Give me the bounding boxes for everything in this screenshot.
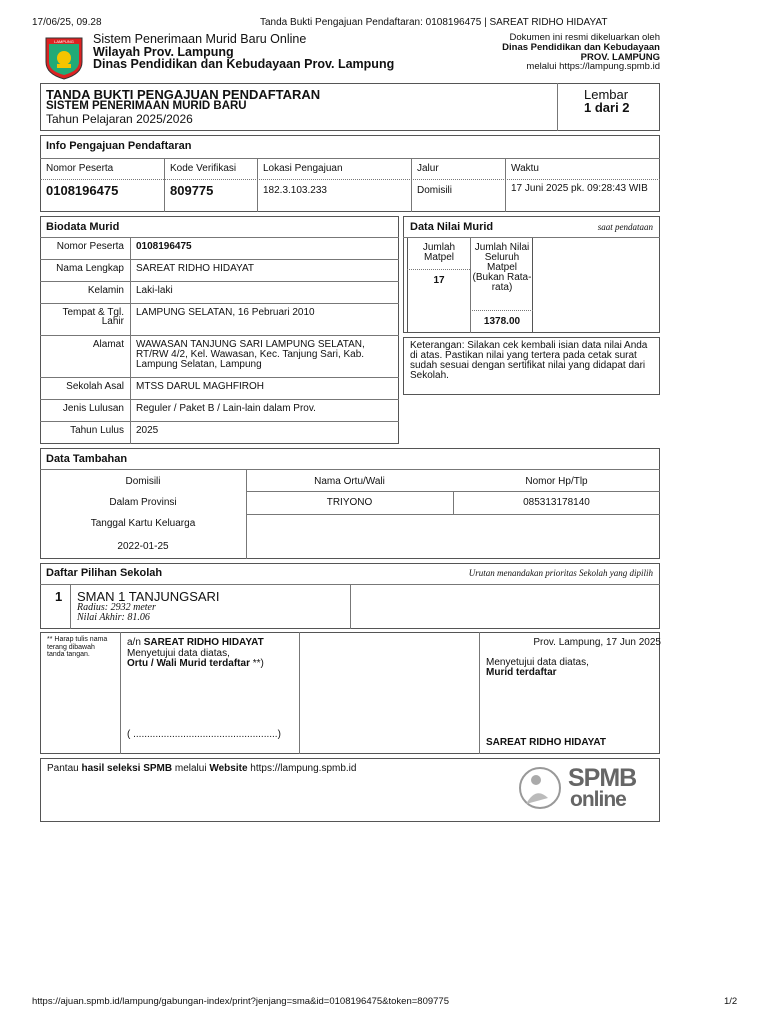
spmb-online-logo	[518, 764, 648, 814]
ortu-value: TRIYONO	[326, 497, 373, 508]
biodata-label: Nama Lengkap	[56, 263, 124, 274]
biodata-row-divider	[40, 335, 399, 336]
print-url: https://ajuan.spmb.id/lampung/gabungan-index/print?jenjang=sma&id=0108196475&token=809775	[32, 996, 449, 1007]
keterangan-text: Keterangan: Silakan cek kembali isian data nilai Anda di atas. Pastikan nilai yang tertera pada cetak surat sudah sesuai dengan sertifikat nilai yang didapat dari Sekolah.	[410, 340, 648, 381]
issuer-line3: PROV. LAMPUNG	[580, 52, 660, 63]
online-logo-text: online	[570, 788, 626, 811]
nilai-note: saat pendataan	[597, 222, 653, 232]
footer-url: https://lampung.spmb.id	[250, 763, 357, 774]
biodata-row-divider	[40, 421, 399, 422]
logo-text: LAMPUNG	[54, 39, 74, 44]
biodata-label: Tahun Lulus	[70, 425, 124, 436]
biodata-value: Reguler / Paket B / Lain-lain dalam Prov.	[136, 403, 316, 414]
pilihan-number: 1	[55, 589, 63, 604]
issuer-line4: melalui https://lampung.spmb.id	[526, 61, 660, 72]
ttd-an-block	[127, 637, 264, 648]
biodata-value: 2025	[136, 425, 159, 436]
pilihan-school: SMAN 1 TANJUNGSARI	[77, 589, 220, 604]
issuer-line2: Dinas Pendidikan dan Kebudayaan	[502, 42, 660, 53]
footer-melalui: melalui	[174, 763, 207, 774]
biodata-value: 0108196475	[136, 241, 192, 252]
nilai-col1-label: Jumlah Matpel	[422, 242, 456, 263]
ttd-an-name: SAREAT RIDHO HIDAYAT	[143, 637, 264, 648]
info-col-nomor: Nomor Peserta	[46, 163, 114, 174]
print-page-number: 1/2	[724, 996, 738, 1007]
domisili-label: Domisili	[125, 476, 161, 487]
biodata-label: Nomor Peserta	[56, 241, 124, 252]
ttd-ortu: Ortu / Wali Murid terdaftar	[127, 658, 250, 669]
info-col-kode: Kode Verifikasi	[170, 163, 237, 174]
hp-label: Nomor Hp/Tlp	[525, 476, 588, 487]
biodata-label: Sekolah Asal	[66, 381, 124, 392]
biodata-row-divider	[40, 259, 399, 260]
info-heading: Info Pengajuan Pendaftaran	[46, 140, 192, 152]
pilihan-note: Urutan menandakan prioritas Sekolah yang dipilih	[468, 568, 653, 578]
ttd-an: a/n	[127, 637, 141, 648]
ttd-setuju2: Menyetujui data diatas,	[486, 657, 589, 668]
nilai-col2-value: 1378.00	[483, 316, 521, 327]
nilai-heading: Data Nilai Murid	[410, 221, 494, 233]
footer-pantau: Pantau	[47, 763, 79, 774]
header-system-name: Sistem Penerimaan Murid Baru Online	[93, 32, 307, 46]
biodata-value: SAREAT RIDHO HIDAYAT	[136, 263, 254, 274]
kk-label: Tanggal Kartu Keluarga	[90, 518, 196, 529]
biodata-label: Alamat	[92, 339, 124, 350]
biodata-label: Kelamin	[87, 285, 124, 296]
biodata-row-divider	[40, 281, 399, 282]
biodata-row-divider	[40, 303, 399, 304]
lampung-logo	[44, 36, 84, 80]
ttd-ortu-mark: **)	[252, 658, 264, 669]
info-col-waktu: Waktu	[511, 163, 539, 174]
domisili-value: Dalam Provinsi	[109, 497, 177, 508]
pilihan-heading: Daftar Pilihan Sekolah	[46, 567, 163, 579]
info-kode-value: 809775	[170, 183, 214, 198]
nilai-col2-label: Jumlah Nilai Seluruh Matpel (Bukan Rata-rata)	[472, 242, 532, 293]
header-region: Wilayah Prov. Lampung	[93, 45, 234, 59]
biodata-value: LAMPUNG SELATAN, 16 Pebruari 2010	[136, 307, 315, 318]
biodata-label: Jenis Lulusan	[62, 403, 124, 414]
pilihan-nilai-akhir: Nilai Akhir: 81.06	[77, 612, 150, 623]
nilai-col1-value: 17	[433, 275, 445, 286]
ttd-ortu-block	[127, 658, 264, 669]
hp-value: 085313178140	[523, 497, 590, 508]
info-col-jalur: Jalur	[417, 163, 439, 174]
document-title: TANDA BUKTI PENGAJUAN PENDAFTARAN	[46, 87, 321, 102]
ttd-setuju: Menyetujui data diatas,	[127, 648, 230, 659]
tambahan-heading: Data Tambahan	[46, 453, 128, 465]
ttd-murid: Murid terdaftar	[486, 667, 557, 678]
ortu-label: Nama Ortu/Wali	[314, 476, 385, 487]
academic-year: Tahun Pelajaran 2025/2026	[46, 112, 193, 126]
sheet-value: 1 dari 2	[584, 100, 630, 115]
biodata-row-divider	[40, 377, 399, 378]
header-agency: Dinas Pendidikan dan Kebudayaan Prov. Lampung	[93, 57, 395, 71]
print-page-title: Tanda Bukti Pengajuan Pendaftaran: 0108196475 | SAREAT RIDHO HIDAYAT	[260, 17, 608, 28]
info-lokasi-value: 182.3.103.233	[263, 185, 327, 196]
print-datetime: 17/06/25, 09.28	[32, 17, 102, 28]
sheet-label: Lembar	[584, 87, 629, 102]
biodata-value: MTSS DARUL MAGHFIROH	[136, 381, 264, 392]
biodata-heading: Biodata Murid	[46, 221, 120, 233]
signature-note: ** Harap tulis nama terang dibawah tanda tangan.	[47, 636, 108, 658]
ttd-murid-name: SAREAT RIDHO HIDAYAT	[486, 737, 607, 748]
info-col-lokasi: Lokasi Pengajuan	[263, 163, 343, 174]
ttd-place-date: Prov. Lampung, 17 Jun 2025	[533, 637, 661, 648]
info-waktu-value: 17 Juni 2025 pk. 09:28:43 WIB	[511, 183, 648, 194]
footer-hasil: hasil seleksi SPMB	[81, 763, 173, 774]
spmb-logo-text: SPMB	[568, 764, 637, 792]
biodata-value: WAWASAN TANJUNG SARI LAMPUNG SELATAN, RT/RW 4/2, Kel. Wawasan, Kec. Tanjung Sari, Kab. Lampung Selatan, Lampung	[136, 339, 365, 370]
biodata-value: Laki-laki	[136, 285, 173, 296]
document-subtitle: SISTEM PENERIMAAN MURID BARU	[46, 100, 247, 112]
pilihan-radius: Radius: 2932 meter	[77, 602, 156, 613]
footer-text	[47, 763, 356, 774]
kk-value: 2022-01-25	[117, 541, 169, 552]
info-jalur-value: Domisili	[417, 185, 452, 196]
ttd-sign-line: ( ....................................................)	[127, 729, 281, 740]
biodata-row-divider	[40, 399, 399, 400]
footer-website: Website	[209, 763, 248, 774]
info-nomor-value: 0108196475	[46, 183, 119, 198]
issuer-line1: Dokumen ini resmi dikeluarkan oleh	[509, 32, 660, 43]
biodata-label: Tempat & Tgl. Lahir	[62, 307, 124, 327]
